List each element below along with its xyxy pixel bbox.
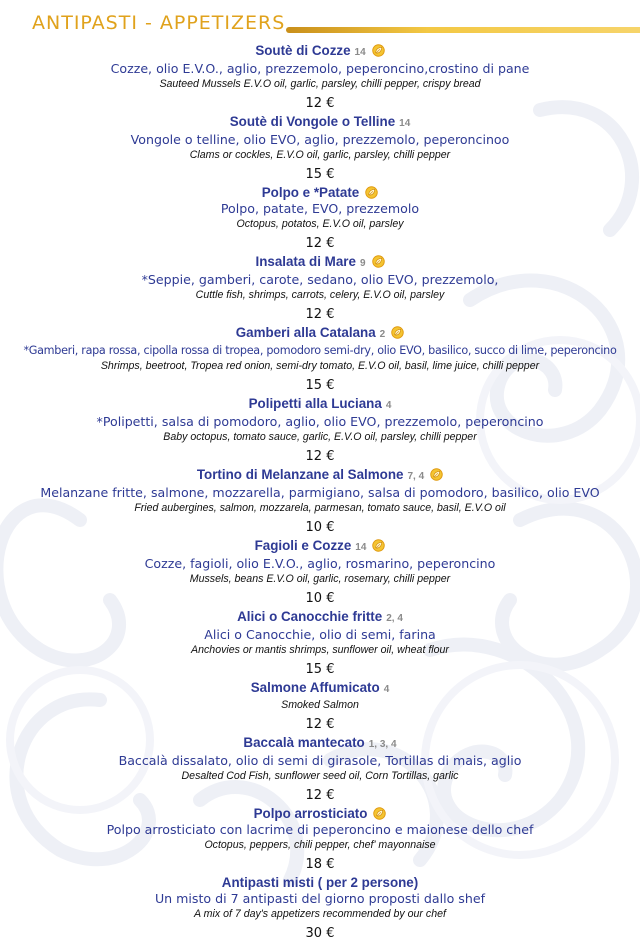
dish-name (0, 325, 640, 343)
dish-title: Insalata di Mare (255, 254, 356, 269)
allergen-codes: 2 (379, 329, 386, 340)
english-description: Fried aubergines, salmon, mozzarela, parmesan, tomato sauce, basil, E.V.O oil (134, 502, 506, 514)
allergen-codes: 4 (383, 684, 390, 695)
menu-item (0, 735, 640, 804)
dish-title: Baccalà mantecato (243, 735, 365, 750)
dish-title: Alici o Canocchie fritte (237, 609, 383, 624)
dish-name (0, 806, 640, 822)
allergen-codes: 1, 3, 4 (368, 739, 397, 750)
allergen-codes: 2, 4 (386, 613, 403, 624)
price: 10 € (305, 520, 335, 535)
italian-description: *Gamberi, rapa rossa, cipolla rossa di tropea, pomodoro semi-dry, olio EVO, basilico, succo di lime, peperoncino (23, 344, 617, 357)
price: 30 € (305, 926, 335, 941)
english-description: Octopus, peppers, chili pepper, chef' mayonnaise (204, 839, 436, 851)
leaf-badge-icon (391, 326, 404, 339)
italian-description: Baccalà dissalato, olio di semi di girasole, Tortillas di mais, aglio (118, 753, 522, 768)
allergen-codes: 7, 4 (407, 471, 425, 482)
dish-title: Polpo e *Patate (261, 185, 360, 200)
price: 12 € (305, 307, 335, 322)
italian-description: Alici o Canocchie, olio di semi, farina (204, 627, 436, 642)
dish-title: Salmone Affumicato (250, 680, 380, 695)
dish-title: Gamberi alla Catalana (235, 325, 376, 340)
english-description: Smoked Salmon (281, 699, 359, 711)
dish-name (0, 609, 640, 627)
menu-item (0, 396, 640, 465)
dish-name (0, 538, 640, 556)
dish-name (0, 254, 640, 272)
dish-name (0, 185, 640, 201)
price: 15 € (305, 378, 335, 393)
english-description: Shrimps, beetroot, Tropea red onion, semi-dry tomato, E.V.O oil, basil, lime juice, chilli pepper (100, 360, 540, 372)
menu-item (0, 875, 640, 942)
italian-description: Polpo arrosticiato con lacrime di peperoncino e maionese dello chef (106, 822, 534, 837)
english-description: Mussels, beans E.V.O oil, garlic, rosemary, chilli pepper (189, 573, 451, 585)
dish-name (0, 467, 640, 485)
menu-item (0, 538, 640, 607)
menu-item (0, 114, 640, 183)
leaf-badge-icon (372, 539, 385, 552)
english-description: Desalted Cod Fish, sunflower seed oil, Corn Tortillas, garlic (181, 770, 459, 782)
english-description: Sauteed Mussels E.V.O oil, garlic, parsley, chilli pepper, crispy bread (159, 78, 481, 90)
menu-item (0, 806, 640, 873)
price: 18 € (305, 857, 335, 872)
dish-title: Tortino di Melanzane al Salmone (196, 467, 404, 482)
section-title: ANTIPASTI - APPETIZERS (32, 12, 286, 34)
dish-name (0, 114, 640, 132)
italian-description: Vongole o telline, olio EVO, aglio, prezzemolo, peperoncinoo (130, 132, 510, 147)
allergen-codes: 9 (359, 258, 366, 269)
gold-divider (286, 27, 640, 33)
leaf-badge-icon (372, 255, 385, 268)
menu-item (0, 467, 640, 536)
menu-item (0, 43, 640, 112)
price: 12 € (305, 449, 335, 464)
dish-name (0, 875, 640, 891)
dish-title: Fagioli e Cozze (254, 538, 352, 553)
menu-item (0, 185, 640, 252)
allergen-codes: 14 (354, 47, 366, 58)
dish-name (0, 680, 640, 698)
price: 12 € (305, 717, 335, 732)
price: 10 € (305, 591, 335, 606)
price: 12 € (305, 96, 335, 111)
dish-title: Soutè di Vongole o Telline (229, 114, 396, 129)
dish-title: Soutè di Cozze (255, 43, 351, 58)
english-description: Octopus, potatos, E.V.O oil, parsley (236, 218, 404, 230)
english-description: Cuttle fish, shrimps, carrots, celery, E.V.O oil, parsley (195, 289, 445, 301)
menu-item (0, 325, 640, 394)
menu-item (0, 680, 640, 733)
allergen-codes: 14 (399, 118, 411, 129)
allergen-codes: 14 (355, 542, 367, 553)
italian-description: Cozze, fagioli, olio E.V.O., aglio, rosmarino, peperoncino (144, 556, 496, 571)
italian-description: Melanzane fritte, salmone, mozzarella, parmigiano, salsa di pomodoro, basilico, olio EVO (40, 485, 600, 500)
italian-description: Un misto di 7 antipasti del giorno proposti dallo shef (154, 891, 486, 906)
appetizer-list (0, 43, 640, 944)
dish-name (0, 396, 640, 414)
dish-name (0, 43, 640, 61)
italian-description: *Polipetti, salsa di pomodoro, aglio, olio EVO, prezzemolo, peperoncino (96, 414, 544, 429)
price: 15 € (305, 167, 335, 182)
english-description: Anchovies or mantis shrimps, sunflower oil, wheat flour (191, 644, 449, 656)
english-description: Baby octopus, tomato sauce, garlic, E.V.O oil, parsley, chilli pepper (163, 431, 477, 443)
dish-title: Polipetti alla Luciana (248, 396, 382, 411)
italian-description: *Seppie, gamberi, carote, sedano, olio EVO, prezzemolo, (141, 272, 499, 287)
dish-title: Antipasti misti ( per 2 persone) (221, 875, 419, 890)
leaf-badge-icon (365, 186, 378, 199)
leaf-badge-icon (372, 44, 385, 57)
price: 12 € (305, 788, 335, 803)
leaf-badge-icon (373, 807, 386, 820)
dish-name (0, 735, 640, 753)
dish-title: Polpo arrosticiato (253, 806, 368, 821)
italian-description: Cozze, olio E.V.O., aglio, prezzemolo, peperoncino,crostino di pane (110, 61, 530, 76)
menu-item (0, 609, 640, 678)
italian-description: Polpo, patate, EVO, prezzemolo (220, 201, 420, 216)
english-description: A mix of 7 day's appetizers recommended by our chef (194, 908, 446, 920)
price: 15 € (305, 662, 335, 677)
menu-item (0, 254, 640, 323)
english-description: Clams or cockles, E.V.O oil, garlic, parsley, chilli pepper (189, 149, 451, 161)
price: 12 € (305, 236, 335, 251)
leaf-badge-icon (430, 468, 443, 481)
allergen-codes: 4 (385, 400, 392, 411)
